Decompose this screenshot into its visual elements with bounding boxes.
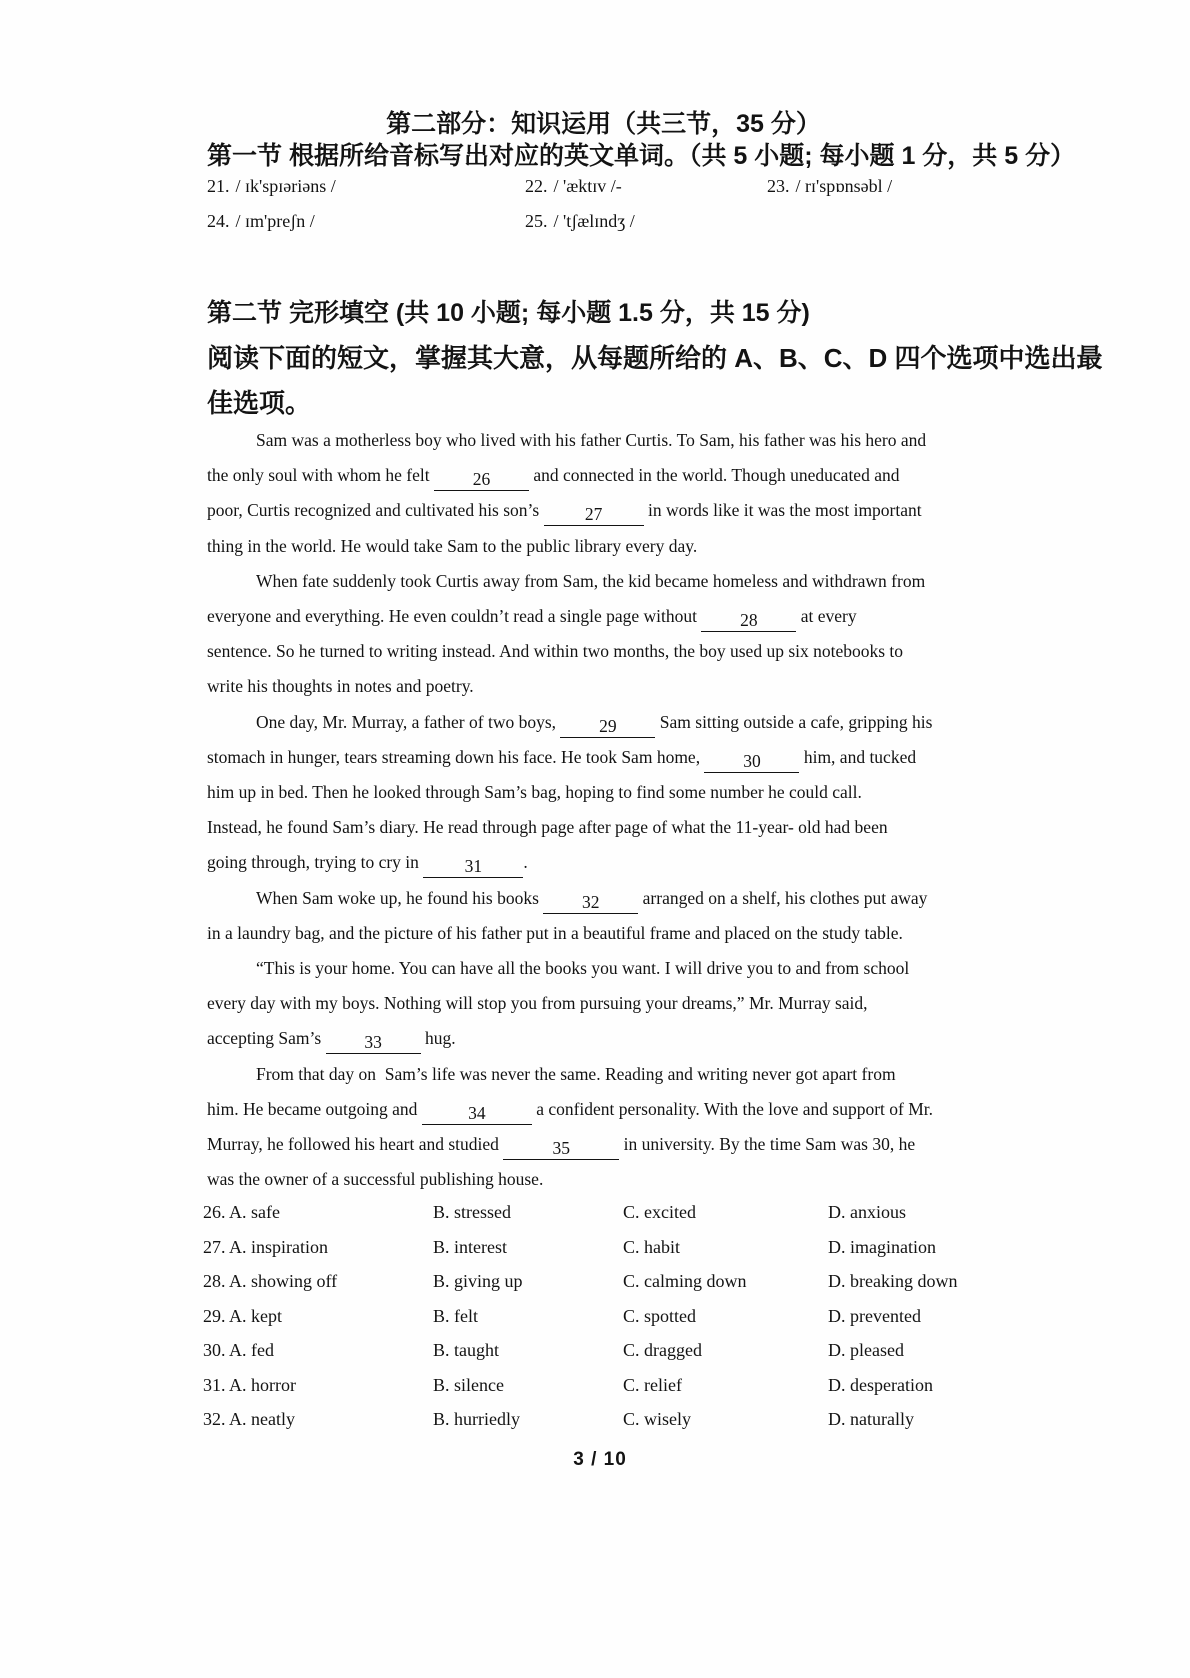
ipa-transcription: / ɪm'preʃn /: [235, 211, 315, 231]
blank-31: 31: [423, 856, 523, 878]
option-cell: B. interest: [433, 1236, 507, 1257]
phonetic-item-21: [207, 170, 336, 203]
passage-line: the only soul with whom he felt 26 and connected in the world. Though uneducated and: [207, 465, 900, 490]
blank-28: 28: [701, 610, 796, 632]
ipa-transcription: / 'tʃælɪndʒ /: [553, 211, 635, 231]
phonetic-item-23: [767, 170, 892, 203]
passage-line: him up in bed. Then he looked through Sam’s bag, hoping to find some number he could call.: [207, 782, 862, 803]
option-row: [203, 1230, 1023, 1265]
phonetic-item-22: [525, 170, 622, 203]
option-row: [203, 1299, 1023, 1334]
option-cell: D. breaking down: [828, 1271, 958, 1291]
item-number: 21.: [207, 176, 230, 196]
passage-line: When fate suddenly took Curtis away from Sam, the kid became homeless and withdrawn from: [256, 570, 926, 591]
option-cell: B. giving up: [433, 1271, 523, 1291]
option-cell: C. spotted: [623, 1305, 697, 1326]
cloze-instructions-line2: 佳选项。: [207, 388, 312, 418]
cloze-passage: [207, 423, 1007, 1197]
ipa-transcription: / 'æktɪv /-: [553, 176, 622, 196]
blank-33: 33: [326, 1032, 421, 1054]
option-cell: B. taught: [433, 1340, 499, 1360]
option-cell: D. prevented: [828, 1305, 921, 1326]
passage-line: stomach in hunger, tears streaming down his face. He took Sam home, 30 him, and tucked: [207, 746, 917, 771]
phonetic-item-24: [207, 205, 315, 238]
passage-line: every day with my boys. Nothing will stop you from pursuing your dreams,” Mr. Murray said,: [207, 993, 868, 1014]
cloze-instructions-line1: 阅读下面的短文，掌握其大意，从每题所给的 A、B、C、D 四个选项中选出最: [207, 343, 1103, 373]
option-row: [203, 1402, 1023, 1437]
option-cell: 26. A. safe: [203, 1202, 280, 1222]
options-grid: [203, 1195, 1023, 1437]
passage-line: accepting Sam’s 33 hug.: [207, 1028, 456, 1053]
passage-line: From that day on Sam’s life was never the same. Reading and writing never got apart from: [256, 1063, 896, 1084]
phonetic-items-block: [207, 170, 1007, 242]
option-cell: D. anxious: [828, 1202, 906, 1222]
passage-line: Murray, he followed his heart and studied 35 in university. By the time Sam was 30, he: [207, 1134, 916, 1159]
option-cell: 32. A. neatly: [203, 1409, 295, 1429]
passage-line: write his thoughts in notes and poetry.: [207, 676, 474, 697]
passage-line: thing in the world. He would take Sam to the public library every day.: [207, 535, 698, 556]
phonetic-item-25: [525, 205, 635, 238]
ipa-transcription: / rɪ'spɒnsəbl /: [795, 176, 893, 196]
passage-line: sentence. So he turned to writing instead. And within two months, the boy used up six notebooks to: [207, 641, 904, 662]
option-cell: B. stressed: [433, 1202, 511, 1222]
section2-heading: 第二节 完形填空 (共 10 小题; 每小题 1.5 分，共 15 分): [207, 299, 810, 327]
blank-27: 27: [544, 504, 644, 526]
option-row: [203, 1195, 1023, 1230]
blank-34: 34: [422, 1103, 532, 1125]
item-number: 22.: [525, 176, 548, 196]
passage-line: everyone and everything. He even couldn’t read a single page without 28 at every: [207, 606, 857, 631]
option-cell: D. imagination: [828, 1236, 936, 1257]
passage-line: Instead, he found Sam’s diary. He read through page after page of what the 11-year- old had been: [207, 817, 888, 838]
option-cell: D. pleased: [828, 1340, 904, 1360]
option-cell: B. silence: [433, 1374, 504, 1395]
option-cell: B. felt: [433, 1305, 478, 1326]
passage-line: poor, Curtis recognized and cultivated his son’s 27 in words like it was the most important: [207, 500, 922, 525]
blank-29: 29: [560, 716, 655, 738]
ipa-transcription: / ɪk'spɪəriəns /: [235, 176, 336, 196]
option-row: [203, 1333, 1023, 1368]
option-cell: D. desperation: [828, 1374, 933, 1395]
page-number: 3 / 10: [573, 1449, 627, 1470]
passage-line: was the owner of a successful publishing house.: [207, 1169, 544, 1190]
blank-35: 35: [503, 1138, 619, 1160]
item-number: 25.: [525, 211, 548, 231]
part-title: 第二部分：知识运用（共三节，35 分）: [386, 110, 821, 138]
option-cell: C. habit: [623, 1236, 680, 1257]
option-cell: 29. A. kept: [203, 1305, 282, 1326]
blank-30: 30: [704, 751, 799, 773]
option-cell: C. wisely: [623, 1409, 692, 1429]
option-cell: 28. A. showing off: [203, 1271, 338, 1291]
passage-line: Sam was a motherless boy who lived with his father Curtis. To Sam, his father was his hero and: [256, 430, 927, 450]
blank-26: 26: [434, 469, 529, 491]
blank-32: 32: [543, 892, 638, 914]
passage-line: One day, Mr. Murray, a father of two boys, 29 Sam sitting outside a cafe, gripping his: [256, 711, 933, 736]
option-cell: 27. A. inspiration: [203, 1236, 328, 1257]
item-number: 23.: [767, 176, 790, 196]
passage-line: going through, trying to cry in 31 .: [207, 852, 528, 877]
option-row: [203, 1264, 1023, 1299]
option-cell: 31. A. horror: [203, 1374, 296, 1395]
option-cell: C. relief: [623, 1374, 682, 1395]
option-cell: C. excited: [623, 1202, 696, 1222]
option-cell: C. calming down: [623, 1271, 747, 1291]
passage-line: When Sam woke up, he found his books 32 arranged on a shelf, his clothes put away: [256, 887, 928, 912]
option-cell: 30. A. fed: [203, 1340, 274, 1360]
item-number: 24.: [207, 211, 230, 231]
passage-line: in a laundry bag, and the picture of his father put in a beautiful frame and placed on the study table.: [207, 922, 903, 943]
option-cell: C. dragged: [623, 1340, 702, 1360]
passage-line: “This is your home. You can have all the books you want. I will drive you to and from school: [256, 958, 910, 979]
section1-heading: 第一节 根据所给音标写出对应的英文单词。（共 5 小题; 每小题 1 分，共 5 分）: [207, 142, 1076, 170]
option-cell: D. naturally: [828, 1409, 914, 1429]
option-row: [203, 1368, 1023, 1403]
option-cell: B. hurriedly: [433, 1409, 520, 1429]
passage-line: him. He became outgoing and 34 a confident personality. With the love and support of Mr.: [207, 1098, 934, 1123]
